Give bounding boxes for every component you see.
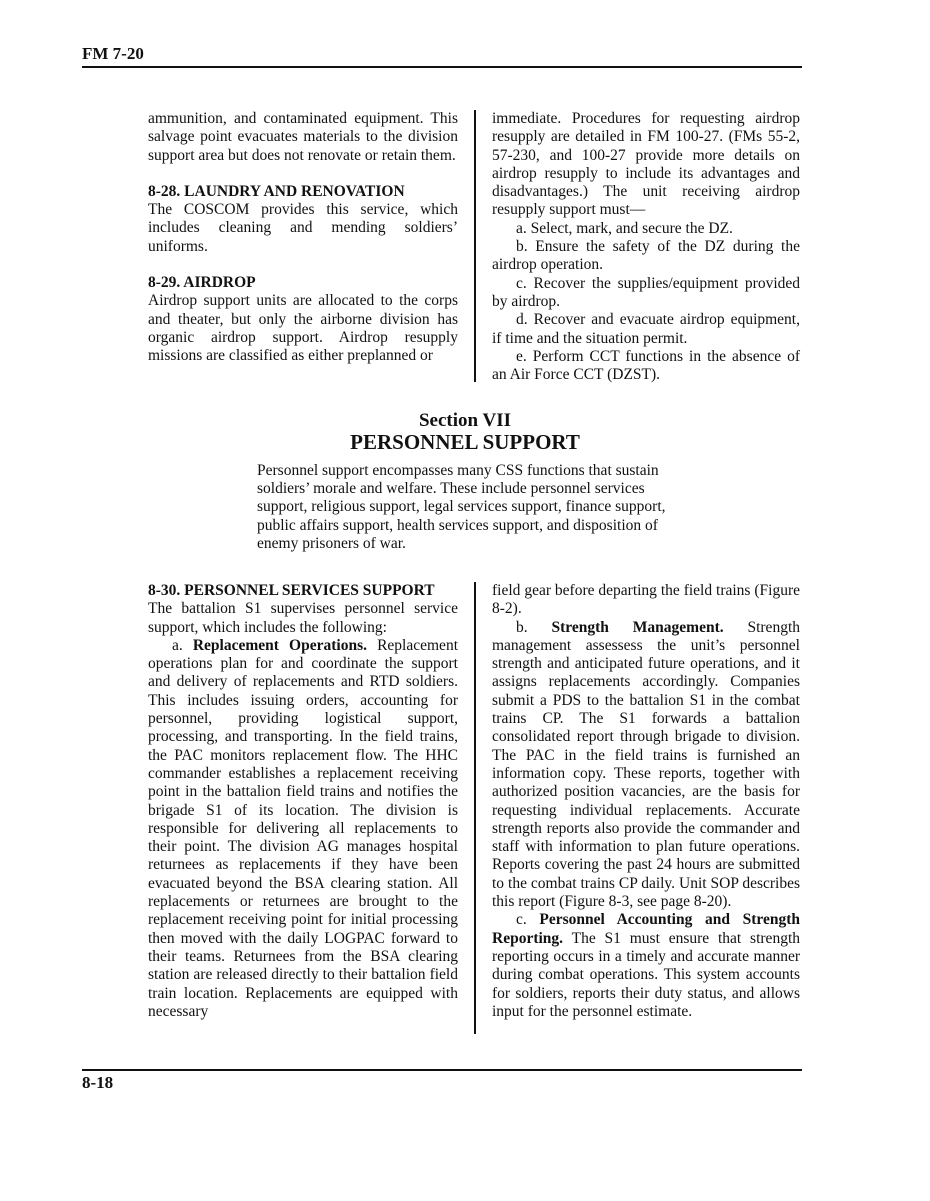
- item-label: a.: [172, 636, 193, 654]
- header-label: FM 7-20: [82, 44, 144, 63]
- list-item: [148, 637, 458, 1021]
- heading-airdrop: 8-29. AIRDROP: [148, 274, 256, 292]
- top-rule: [82, 66, 802, 68]
- item-title: Replacement Operations.: [192, 636, 367, 654]
- bottom-right-column: [492, 582, 800, 1021]
- top-left-column: [148, 110, 458, 366]
- list-item: b. Ensure the safety of the DZ during the airdrop operation.: [492, 238, 800, 274]
- item-text: Replacement operations plan for and coordinate the support and delivery of replacements and RTD soldiers. This includes issuing orders, accounting for personnel, providing logistical support, processing, and transporting. In the field trains, the PAC monitors replacement flow. The HHC commander establishes a replacement receiving point in the battalion field trains and notifies the brigade S1 of its location. The division is responsible for delivering all replacements to their point. The division AG manages hospital returnees as replacements if they have been evacuated beyond the BSA clearing station. All replacements or returnees are brought to the replacement receiving point for initial processing then moved with the daily LOGPAC forward to their teams. Returnees from the BSA clearing station are released directly to their battalion field train location. Replacements are equipped with necessary: [148, 636, 458, 1020]
- bottom-column-divider: [474, 582, 476, 1034]
- list-item: d. Recover and evacuate airdrop equipment, if time and the situation permit.: [492, 311, 800, 347]
- item-label: c.: [516, 911, 540, 929]
- list-item: a. Select, mark, and secure the DZ.: [516, 219, 733, 237]
- paragraph: ammunition, and contaminated equipment. This salvage point evacuates materials to the division support area but does not renovate or retain them.: [148, 110, 458, 164]
- bottom-rule: [82, 1069, 802, 1071]
- bottom-left-column: [148, 582, 458, 1021]
- section-intro: Personnel support encompasses many CSS functions that sustain soldiers’ morale and welfare. These include personnel services support, religious support, legal services support, finance support, public affairs support, health services support, and disposition of enemy prisoners of war.: [257, 462, 666, 552]
- heading-laundry: 8-28. LAUNDRY AND RENOVATION: [148, 182, 405, 200]
- list-item: e. Perform CCT functions in the absence of an Air Force CCT (DZST).: [492, 347, 800, 384]
- section-number: Section VII: [418, 410, 512, 431]
- heading-personnel-services: 8-30. PERSONNEL SERVICES SUPPORT: [148, 582, 435, 599]
- list-item: c. Recover the supplies/equipment provided by airdrop.: [492, 274, 800, 310]
- item-text: Strength management assessess the unit’s personnel strength and anticipated future operations, and it assigns replacements accordingly. Companies submit a PDS to the battalion S1 in the combat trains CP. The S1 forwards a battalion consolidated report through brigade to division. The PAC in the field trains is furnished an information copy. These reports, together with authorized position vacancies, are the basis for requesting individual replacements. Accurate strength reports also provide the commander and staff with information to plan future operations. Reports covering the past 24 hours are submitted to the combat trains CP daily. Unit SOP describes this report (Figure 8-3, see page 8-20).: [492, 618, 800, 911]
- item-label: b.: [516, 618, 552, 636]
- section-title: PERSONNEL SUPPORT: [350, 430, 580, 454]
- top-right-column: [492, 110, 800, 384]
- page-number: 8-18: [82, 1073, 114, 1092]
- item-title: Personnel Accounting and Strength Reporting.: [492, 911, 800, 947]
- list-item: [492, 911, 800, 1021]
- item-text: The S1 must ensure that strength reporting occurs in a timely and accurate manner during combat operations. This system accounts for soldiers, reports their duty status, and allows input for the personnel estimate.: [492, 929, 800, 1020]
- paragraph: The battalion S1 supervises personnel service support, which includes the following:: [148, 600, 458, 636]
- paragraph: immediate. Procedures for requesting airdrop resupply are detailed in FM 100-27. (FMs 55-2, 57-230, and 100-27 provide more details on airdrop resupply to include its advantages and disadvantages.) The unit receiving airdrop resupply support must—: [492, 110, 800, 219]
- top-column-divider: [474, 110, 476, 382]
- paragraph: The COSCOM provides this service, which includes cleaning and mending soldiers’ uniforms.: [148, 201, 458, 255]
- paragraph: field gear before departing the field trains (Figure 8-2).: [492, 582, 800, 618]
- item-title: Strength Management.: [551, 618, 724, 636]
- paragraph: Airdrop support units are allocated to the corps and theater, but only the airborne division has organic airdrop support. Airdrop resupply missions are classified as either preplanned or: [148, 292, 458, 365]
- list-item: [492, 619, 800, 912]
